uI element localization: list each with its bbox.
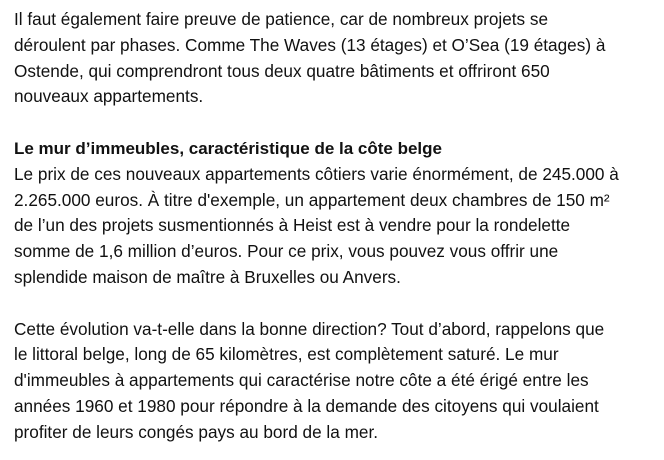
text-line: de l’un des projets susmentionnés à Heist est à vendre pour la rondelette bbox=[14, 215, 571, 236]
paragraph-patience bbox=[14, 7, 660, 110]
section-heading: Le mur d’immeubles, caractéristique de la côte belge bbox=[14, 138, 442, 158]
paragraph-prices bbox=[14, 162, 660, 291]
article-body bbox=[14, 7, 660, 446]
text-line: nouveaux appartements. bbox=[14, 86, 204, 107]
text-line: Cette évolution va-t-elle dans la bonne direction? Tout d’abord, rappelons que bbox=[14, 318, 605, 339]
paragraph-spacer bbox=[14, 110, 660, 136]
text-line: Il faut également faire preuve de patience, car de nombreux projets se bbox=[14, 9, 549, 29]
paragraph-spacer bbox=[14, 291, 660, 317]
text-line: années 1960 et 1980 pour répondre à la demande des citoyens qui voulaient bbox=[14, 395, 599, 416]
paragraph-coastline bbox=[14, 317, 660, 446]
text-line: Le prix de ces nouveaux appartements côtiers varie énormément, de 245.000 à bbox=[14, 163, 619, 184]
text-line: somme de 1,6 million d’euros. Pour ce prix, vous pouvez vous offrir une bbox=[14, 241, 559, 262]
text-line: déroulent par phases. Comme The Waves (13 étages) et O’Sea (19 étages) à bbox=[14, 34, 606, 55]
text-line: profiter de leurs congés pays au bord de la mer. bbox=[14, 421, 379, 442]
text-line: splendide maison de maître à Bruxelles ou Anvers. bbox=[14, 266, 401, 287]
text-line: d'immeubles à appartements qui caractérise notre côte a été érigé entre les bbox=[14, 370, 589, 391]
text-line: Ostende, qui comprendront tous deux quatre bâtiments et offriront 650 bbox=[14, 60, 550, 81]
text-line: le littoral belge, long de 65 kilomètres, est complètement saturé. Le mur bbox=[14, 344, 559, 365]
text-line: 2.265.000 euros. À titre d'exemple, un appartement deux chambres de 150 m² bbox=[14, 189, 610, 210]
